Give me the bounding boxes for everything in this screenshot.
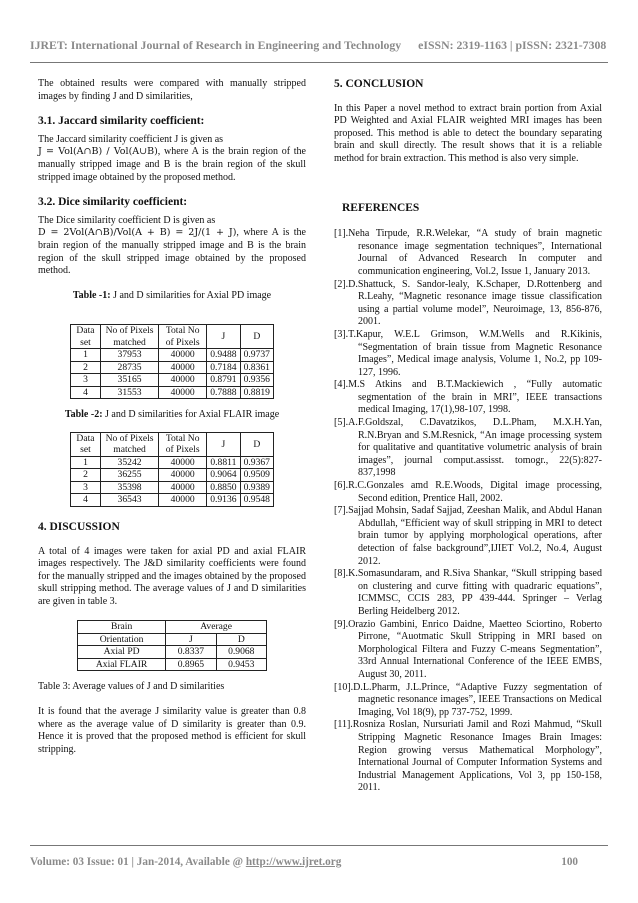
conclusion-paragraph: In this Paper a novel method to extract brain portion from Axial PD Weighted and Axial FLAIR weighted MRI images has been proposed. This method is able to detect the boundary separating brain and skull directly. The result shows that it is a reliable method for brain extraction. This method is also very simple. [334, 102, 602, 164]
table-1 [70, 324, 274, 399]
table-cell: 0.9068 [216, 646, 266, 659]
table-row [71, 494, 274, 507]
table-cell: 0.7184 [207, 361, 240, 374]
table-cell: 0.9389 [240, 481, 273, 494]
jaccard-text-1: The Jaccard similarity coefficient J is given as [38, 133, 224, 145]
table-label: Table -1: [72, 289, 111, 301]
table-cell: 0.9737 [240, 349, 273, 362]
table-cell: 3 [71, 374, 101, 387]
reference-item: [8].K.Somasundaram, and R.Siva Shankar, “Skull stripping based on clustering and curve fitting with quadraric equations”, ICMMSC, CCIS 283, PP 439-444. Springer – Verlag Berling Heidelberg 2012. [334, 568, 602, 617]
right-column [334, 78, 602, 795]
th-total-pixels: Total No of Pixels [159, 432, 207, 456]
table-cell: 0.8965 [166, 658, 216, 671]
left-column [38, 78, 306, 756]
table-cell: 36543 [100, 494, 158, 507]
reference-item: [7].Sajjad Mohsin, Sadaf Sajjad, Zeeshan Malik, and Abdul Hanan Abdullah, “Efficient way of skull stripping in MRI to detect brain tumor by applying morphological operations, after detection of false background”,IJIET Vol.2, No.4, August 2012. [334, 505, 602, 567]
footer-rule [30, 845, 608, 846]
table-cell: 35242 [100, 456, 158, 469]
th-average: Average [166, 621, 267, 634]
table-cell: 40000 [159, 469, 207, 482]
table-cell: Axial FLAIR [78, 658, 166, 671]
issn: eISSN: 2319-1163 | pISSN: 2321-7308 [418, 38, 607, 52]
table-cell: 40000 [159, 494, 207, 507]
table-cell: 40000 [159, 361, 207, 374]
table-cell: 0.9509 [240, 469, 273, 482]
conclusion-of-discussion: It is found that the average J similarity value is greater than 0.8 where as the average value of D similarity is greater than 0.9. Hence it is proved that the proposed method is efficient for skull stripping. [38, 706, 306, 755]
jaccard-text-2: , where A is the brain region of the manually stripped image and B is the brain region of the skull stripped image obtained by the proposed method. [38, 146, 306, 183]
reference-item: [3].T.Kapur, W.E.L Grimson, W.M.Wells and R.Kikinis, “Segmentation of brain tissue from Magnetic Resonance Images”, Medical image analysis, Volume 1, No.2, pp 109-127, 1996. [334, 328, 602, 378]
table-3-caption: Table 3: Average values of J and D similarities [38, 681, 225, 693]
dice-paragraph [38, 215, 306, 278]
table-cell: 4 [71, 386, 101, 399]
table-3-header-row-2 [78, 633, 267, 646]
table-cell: 0.8850 [207, 481, 240, 494]
table-cell: 0.8361 [240, 361, 273, 374]
section-3-2-title: 3.2. Dice similarity coefficient: [38, 196, 188, 209]
table-row [71, 481, 274, 494]
dice-text-1: The Dice similarity coefficient D is given as [38, 214, 216, 226]
table-cell: 0.9367 [240, 456, 273, 469]
table-cell: 0.9136 [207, 494, 240, 507]
th-total-pixels: Total No of Pixels [159, 325, 207, 349]
table-cell: 28735 [100, 361, 158, 374]
reference-item: [5].A.F.Goldszal, C.Davatzikos, D.L.Pham, M.X.H.Yan, R.N.Bryan and S.M.Resnick, “An image processing system for qualitative and quantitative volumetric analysis of brain images”, journal comput.assisst. tomogr., 22(5):827-837,1998 [334, 417, 602, 479]
reference-item: [10].D.L.Pharm, J.L.Prince, “Adaptive Fuzzy segmentation of magnetic resonance images”, IEEE Transactions on Medical Imaging, Vol 18(9), pp 737-752, 1999. [334, 681, 602, 718]
journal-name: IJRET: International Journal of Research in Engineering and Technology [30, 38, 402, 52]
footer-volume: Volume: 03 Issue: 01 | Jan-2014, Available @ [30, 856, 246, 868]
table-cell: 37953 [100, 349, 158, 362]
table-cell: 40000 [159, 386, 207, 399]
th-d: D [240, 432, 273, 456]
reference-item: [1].Neha Tirpude, R.R.Welekar, “A study of brain magnetic resonance image segmentation techniques”, International Journal of Advanced Research In computer and communication engineering, Vol.2, Issue 1, January 2013. [334, 228, 602, 277]
table-cell: 0.8791 [207, 374, 240, 387]
th-data-set: Data set [71, 432, 101, 456]
table-cell: 40000 [159, 481, 207, 494]
jaccard-paragraph [38, 134, 306, 184]
table-cell: 35398 [100, 481, 158, 494]
reference-item: [6].R.C.Gonzales amd R.E.Woods, Digital image processing, Second edition, Prentice Hall, 2002. [334, 480, 602, 504]
journal-link[interactable]: http://www.ijret.org [245, 856, 342, 868]
th-orientation: Orientation [78, 633, 166, 646]
table-cell: Axial PD [78, 646, 166, 659]
table-cell: 1 [71, 456, 101, 469]
table-2-header [71, 432, 274, 456]
th-j: J [207, 432, 240, 456]
dice-text-2: , where A is the brain region of the manually stripped image and B is the brain region of the skull stripped image obtained by the proposed method. [38, 227, 306, 277]
intro-paragraph: The obtained results were compared with manually stripped images by finding J and D similarities, [38, 78, 306, 102]
jaccard-formula: J = Vol(A∩B) / Vol(A∪B) [38, 146, 158, 158]
table-caption-text: J and D similarities for Axial PD image [110, 289, 272, 301]
discussion-paragraph: A total of 4 images were taken for axial PD and axial FLAIR images respectively. The J&D similarity coefficients were found for the manually stripped and the images obtained by the proposed skull stripping method. The average values of J and D similarities are given in table 3. [38, 545, 306, 607]
th-d: D [216, 633, 266, 646]
table-cell: 0.9488 [207, 349, 240, 362]
th-pixels-matched: No of Pixels matched [100, 432, 158, 456]
table-cell: 3 [71, 481, 101, 494]
th-j: J [207, 325, 240, 349]
table-cell: 36255 [100, 469, 158, 482]
th-brain: Brain [78, 621, 166, 634]
reference-item: [2].D.Shattuck, S. Sandor-lealy, K.Schaper, D.Rottenberg and R.Leahy, “Magnetic resonance image tissue classification using a partial volume model”, Neuroimage, 13, 856-876, 2001. [334, 278, 602, 328]
table-cell: 0.9453 [216, 658, 266, 671]
table-cell: 31553 [100, 386, 158, 399]
reference-list [334, 228, 602, 795]
section-3-1-title: 3.1. Jaccard similarity coefficient: [38, 115, 205, 128]
table-3 [77, 620, 267, 671]
table-row [71, 386, 274, 399]
table-cell: 40000 [159, 349, 207, 362]
table-caption-text: J and D similarities for Axial FLAIR image [102, 409, 280, 421]
table-row [71, 374, 274, 387]
table-cell: 0.9548 [240, 494, 273, 507]
reference-item: [11].Rosniza Roslan, Nursuriati Jamil and Rozi Mahmud, “Skull Stripping Magnetic Resonance Images Brain Images: Region growing versus Mathematical Morphology”, International Journal of Computer Information Systems and Industrial Management Applications, Vol 3, pp 150-158, 2011. [334, 719, 602, 794]
th-data-set: Data set [71, 325, 101, 349]
table-3-header-row-1 [78, 621, 267, 634]
dice-formula: D = 2Vol(A∩B)/Vol(A + B) = 2J/(1 + J) [38, 227, 237, 239]
table-row [71, 469, 274, 482]
section-5-title: 5. CONCLUSION [334, 78, 424, 90]
table-cell: 35165 [100, 374, 158, 387]
table-1-caption [38, 290, 306, 303]
running-header [30, 38, 608, 53]
page-number: 100 [561, 856, 578, 868]
table-cell: 2 [71, 361, 101, 374]
section-4-title: 4. DISCUSSION [38, 520, 120, 533]
th-pixels-matched: No of Pixels matched [100, 325, 158, 349]
table-cell: 0.9356 [240, 374, 273, 387]
table-row [71, 456, 274, 469]
header-rule [30, 62, 608, 63]
table-2-caption [38, 409, 306, 422]
table-cell: 0.8811 [207, 456, 240, 469]
table-label: Table -2: [64, 409, 103, 421]
table-row [78, 658, 267, 671]
table-1-header [71, 325, 274, 349]
table-cell: 40000 [159, 374, 207, 387]
table-cell: 1 [71, 349, 101, 362]
table-cell: 4 [71, 494, 101, 507]
table-cell: 0.7888 [207, 386, 240, 399]
table-cell: 40000 [159, 456, 207, 469]
table-row [71, 349, 274, 362]
running-footer [30, 856, 608, 868]
reference-item: [9].Orazio Gambini, Enrico Daidne, Maetteo Sciortino, Roberto Pirrone, “Auotmatic Skull Stripping in MRI based on Morphological Filtera and Fuzzy C-means Segmentation”, 33rd Annual International Conference of the IEEE EMBS, August 30, 2011. [334, 618, 602, 680]
table-cell: 0.8337 [166, 646, 216, 659]
reference-item: [4].M.S Atkins and B.T.Mackiewich , “Fully automatic segmentation of the brain in MRI”, IEEE transactions medical Imaging, 17(1),98-107, 1998. [334, 379, 602, 416]
references-title: REFERENCES [342, 201, 420, 214]
table-cell: 2 [71, 469, 101, 482]
table-2 [70, 432, 274, 507]
table-cell: 0.9064 [207, 469, 240, 482]
table-row [78, 646, 267, 659]
table-row [71, 361, 274, 374]
th-j: J [166, 633, 216, 646]
th-d: D [240, 325, 273, 349]
table-cell: 0.8819 [240, 386, 273, 399]
